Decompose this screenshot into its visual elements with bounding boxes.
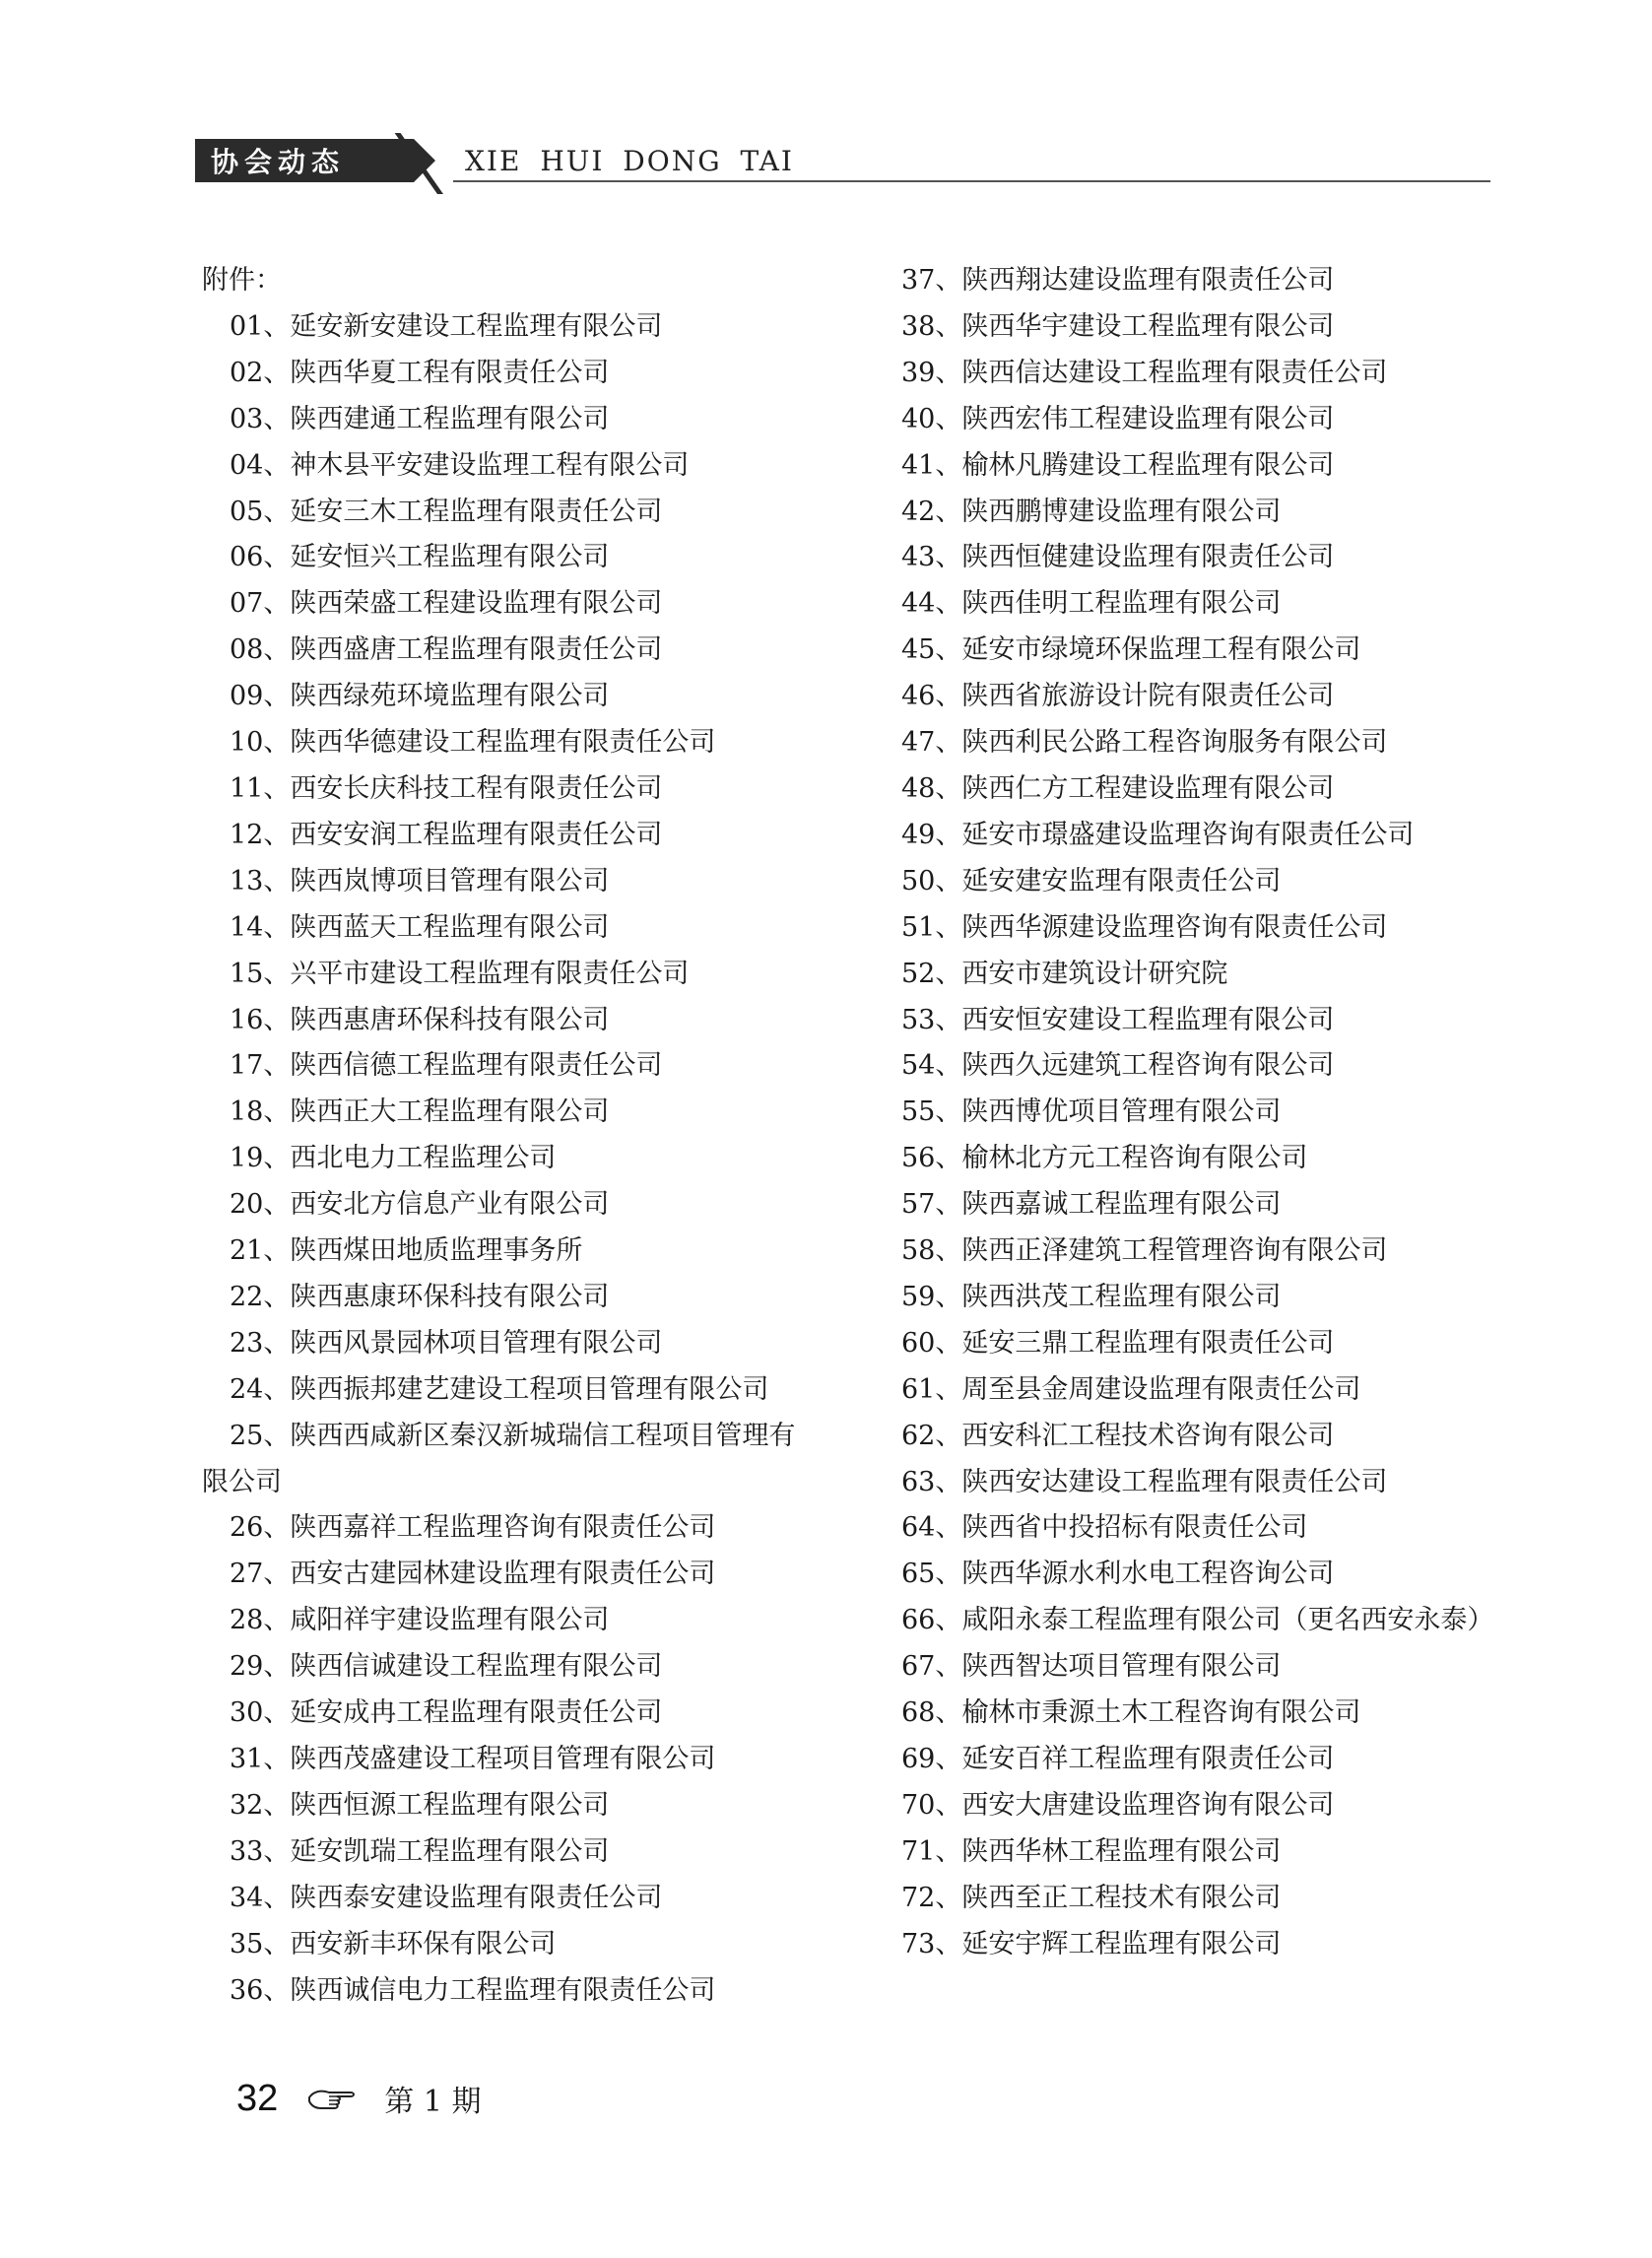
- list-item: 47、陕西利民公路工程咨询服务有限公司: [901, 727, 1388, 759]
- list-item: 05、延安三木工程监理有限责任公司: [230, 496, 663, 527]
- list-item: 68、榆林市秉源土木工程咨询有限公司: [901, 1697, 1361, 1729]
- list-item: 56、榆林北方元工程咨询有限公司: [901, 1143, 1308, 1174]
- list-item: 37、陕西翔达建设监理有限责任公司: [901, 265, 1335, 296]
- right-column: [874, 258, 1504, 1968]
- list-item: 45、延安市绿境环保监理工程有限公司: [901, 634, 1361, 666]
- list-item: 66、咸阳永泰工程监理有限公司（更名西安永泰）: [901, 1605, 1494, 1636]
- list-item: 44、陕西佳明工程监理有限公司: [901, 588, 1282, 620]
- list-item: 36、陕西诚信电力工程监理有限责任公司: [230, 1974, 716, 2006]
- list-item: 73、延安宇辉工程监理有限公司: [901, 1928, 1282, 1959]
- list-item: 10、陕西华德建设工程监理有限责任公司: [230, 727, 716, 759]
- list-item: 72、陕西至正工程技术有限公司: [901, 1882, 1282, 1913]
- list-item: 58、陕西正泽建筑工程管理咨询有限公司: [901, 1235, 1388, 1267]
- list-item: 57、陕西嘉诚工程监理有限公司: [901, 1189, 1282, 1221]
- list-item: 63、陕西安达建设工程监理有限责任公司: [901, 1466, 1388, 1497]
- list-item: 15、兴平市建设工程监理有限责任公司: [230, 958, 690, 989]
- list-item: 06、延安恒兴工程监理有限公司: [230, 542, 610, 573]
- list-item: 64、陕西省中投招标有限责任公司: [901, 1512, 1308, 1544]
- list-item: 38、陕西华宇建设工程监理有限公司: [901, 310, 1335, 342]
- list-item: 07、陕西荣盛工程建设监理有限公司: [230, 588, 663, 620]
- list-item: 03、陕西建通工程监理有限公司: [230, 403, 610, 434]
- list-item: 08、陕西盛唐工程监理有限责任公司: [230, 634, 663, 666]
- page-header: [195, 133, 1490, 188]
- list-item: 49、延安市璟盛建设监理咨询有限责任公司: [901, 819, 1415, 850]
- list-item: 32、陕西恒源工程监理有限公司: [230, 1789, 610, 1821]
- list-item: 16、陕西惠唐环保科技有限公司: [230, 1004, 610, 1035]
- list-item: 50、延安建安监理有限责任公司: [901, 865, 1282, 897]
- list-item: 31、陕西茂盛建设工程项目管理有限公司: [230, 1744, 716, 1774]
- list-item: 54、陕西久远建筑工程咨询有限公司: [901, 1050, 1335, 1082]
- list-item: 70、西安大唐建设监理咨询有限公司: [901, 1789, 1335, 1821]
- pointing-hand-icon: [307, 2084, 359, 2113]
- list-item: 59、陕西洪茂工程监理有限公司: [901, 1281, 1282, 1312]
- list-item: 17、陕西信德工程监理有限责任公司: [230, 1050, 663, 1082]
- list-item: 11、西安长庆科技工程有限责任公司: [230, 772, 663, 804]
- list-item: 51、陕西华源建设监理咨询有限责任公司: [901, 911, 1388, 943]
- list-item: 65、陕西华源水利水电工程咨询公司: [901, 1559, 1335, 1590]
- section-subtitle: XIE HUI DONG TAI: [465, 145, 794, 177]
- list-item: 23、陕西风景园林项目管理有限公司: [230, 1327, 663, 1359]
- list-item: 14、陕西蓝天工程监理有限公司: [230, 911, 610, 943]
- list-item: 30、延安成冉工程监理有限责任公司: [230, 1697, 663, 1729]
- list-item: 61、周至县金周建设监理有限责任公司: [901, 1373, 1361, 1405]
- list-item: 26、陕西嘉祥工程监理咨询有限责任公司: [230, 1512, 716, 1544]
- page-footer: [236, 2069, 481, 2128]
- list-item: 20、西安北方信息产业有限公司: [230, 1189, 610, 1221]
- list-item: 09、陕西绿苑环境监理有限公司: [230, 681, 610, 712]
- list-item: 27、西安古建园林建设监理有限责任公司: [230, 1559, 716, 1590]
- list-item: 21、陕西煤田地质监理事务所: [230, 1235, 583, 1267]
- list-item: 19、西北电力工程监理公司: [230, 1143, 557, 1174]
- list-item: 67、陕西智达项目管理有限公司: [901, 1651, 1282, 1683]
- list-item: 71、陕西华林工程监理有限公司: [901, 1835, 1282, 1867]
- list-item: 34、陕西泰安建设监理有限责任公司: [230, 1882, 663, 1913]
- attachment-label: 附件：: [202, 265, 282, 296]
- list-item: 48、陕西仁方工程建设监理有限公司: [901, 772, 1335, 804]
- list-item: 55、陕西博优项目管理有限公司: [901, 1096, 1282, 1128]
- section-title: 协会动态: [195, 139, 414, 182]
- list-item: 02、陕西华夏工程有限责任公司: [230, 357, 610, 388]
- list-item: 40、陕西宏伟工程建设监理有限公司: [901, 403, 1335, 434]
- list-item: 41、榆林凡腾建设工程监理有限公司: [901, 449, 1335, 481]
- list-item: 69、延安百祥工程监理有限责任公司: [901, 1744, 1335, 1774]
- list-item: 42、陕西鹏博建设监理有限公司: [901, 496, 1282, 527]
- list-item: 43、陕西恒健建设监理有限责任公司: [901, 542, 1335, 573]
- list-item: 39、陕西信达建设工程监理有限责任公司: [901, 357, 1388, 388]
- page-number: 32: [236, 2077, 279, 2119]
- list-item: 18、陕西正大工程监理有限公司: [230, 1096, 610, 1128]
- list-item: 29、陕西信诚建设工程监理有限公司: [230, 1651, 663, 1683]
- list-item: 04、神木县平安建设监理工程有限公司: [230, 449, 690, 481]
- list-item: 12、西安安润工程监理有限责任公司: [230, 819, 663, 850]
- list-item: 33、延安凯瑞工程监理有限公司: [230, 1835, 610, 1867]
- left-column: [202, 258, 832, 2014]
- list-item: 52、西安市建筑设计研究院: [901, 958, 1228, 989]
- list-item: 60、延安三鼎工程监理有限责任公司: [901, 1327, 1335, 1359]
- issue-label: 第 1 期: [384, 2085, 482, 2119]
- list-item: 35、西安新丰环保有限公司: [230, 1928, 557, 1959]
- list-item: 53、西安恒安建设工程监理有限公司: [901, 1004, 1335, 1035]
- list-item: 62、西安科汇工程技术咨询有限公司: [901, 1420, 1335, 1451]
- list-item: 28、咸阳祥宇建设监理有限公司: [230, 1605, 610, 1636]
- list-item: 13、陕西岚博项目管理有限公司: [230, 865, 610, 897]
- list-item: 46、陕西省旅游设计院有限责任公司: [901, 681, 1335, 712]
- header-rule: [453, 180, 1490, 182]
- list-item: 01、延安新安建设工程监理有限公司: [230, 310, 663, 342]
- list-item: 24、陕西振邦建艺建设工程项目管理有限公司: [230, 1373, 769, 1405]
- list-item: 25、陕西西咸新区秦汉新城瑞信工程项目管理有限公司: [202, 1420, 796, 1497]
- list-item: 22、陕西惠康环保科技有限公司: [230, 1281, 610, 1312]
